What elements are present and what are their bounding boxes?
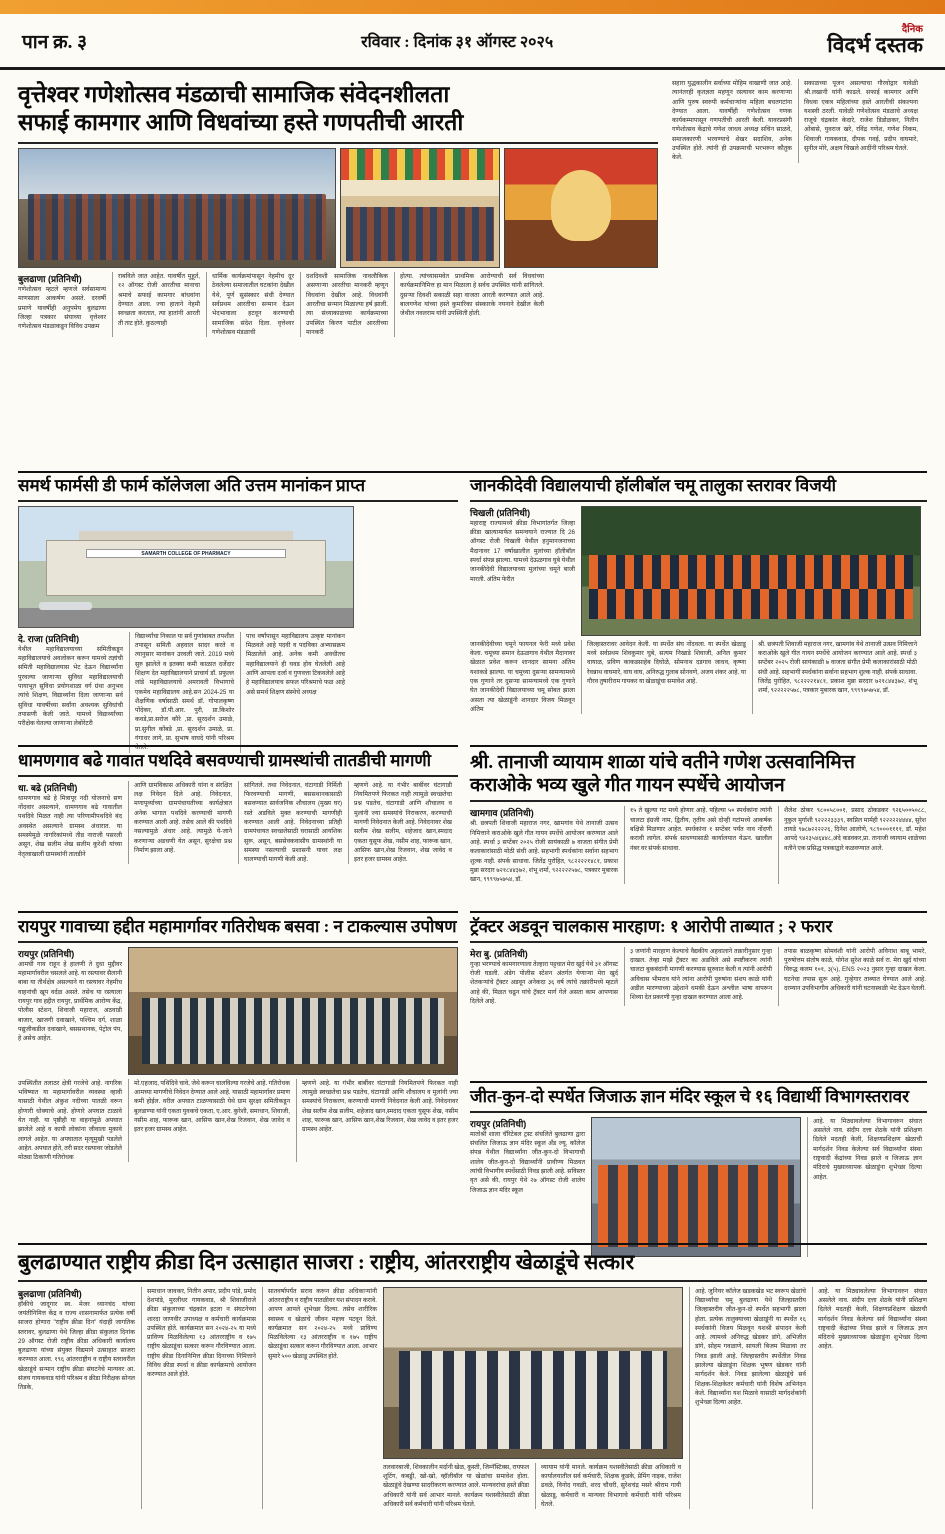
sports-day-text-3: सातवर्षापर्यंत सराव करून क्रीडा अधिकाऱ्यांनी आंतरराष्ट्रीय व राष्ट्रीय पातळीवर यश संपादन करावे. आपण आपले शुभेच्छा दिल्या. तसेच शारीरिक स्वास्थ्य व खेळाचे जीवन महत्त्व पटवून दिले. कार्यक्रमात सन २०२४-२५ मध्ये प्राविण्य मिळविलेल्या १३ आंतरराष्ट्रीय व १७५ राष्ट्रीय खेळाडूंचा सत्कार करून गौरविण्यात आला. आभार सुमारे ५०० खेळाडू उपस्थित होते.	[267, 1287, 378, 1360]
lead-byline: बुलढाणा (प्रतिनिधी)	[18, 274, 82, 285]
volleyball-col-1	[470, 506, 575, 636]
karaoke-text-2: १५ ते खुल्या गट मध्ये होणार आहे. पहिल्या ५० स्पर्धकांना त्यांनी चालटा इंग्रजी नाम, द्वितीय, तृतीय असे दोन्ही गटांमध्ये आकर्षक बक्षिसे मिळणार आहेत. स्पर्धकांना १ सप्टेंबर पर्यंत नाव नोंदणी करावी लागेल. संपर्क साधण्यासाठी कार्यालयात येऊन. खालील नंबर वर संपर्क साधावा.	[630, 807, 772, 852]
karaoke-byline: खामगाव (प्रतिनिधी)	[470, 808, 534, 819]
sports-day-headline: बुलढाण्यात राष्ट्रीय क्रीडा दिन उत्साहात साजरा : राष्ट्रीय, आंतरराष्ट्रीय खेळाडूंचे सत्कार	[18, 1250, 635, 1274]
pharmacy-sign-text: SAMARTH COLLEGE OF PHARMACY	[86, 549, 286, 559]
lead-headline-line2: सफाई कामगार आणि विधवांच्या हस्ते गणपतीची आरती	[18, 110, 464, 136]
sports-day-article	[18, 1243, 927, 1509]
lead-text-5: होत्या. त्यांच्यासमवेत प्राथमिक आरोग्याची सर्व विधवांच्या कार्यक्रमानिमित्त हा मान मिळाला हे सर्वच उपस्थित यांनी सांगितले. दुसऱ्या दिवशी सकाळी सहा वाजता आरती करण्यात आले आहे. बालगणेश यांच्या हस्ते कुमारिका संस्कारके नयनाने देखील केली जेथील नवलराम यांनी उपस्थिती होती.	[400, 273, 544, 318]
karaoke-col-2	[624, 806, 772, 884]
logo-title: विदर्भ दस्तक	[827, 33, 923, 57]
raipur-col-1b	[18, 1079, 122, 1163]
jeetkundo-byline: रायपुर (प्रतिनिधी)	[470, 1118, 527, 1129]
volleyball-text-3: जिल्हास्तरावर आवेदन केली. या स्पर्धेत संघ नोंदवला. या स्पर्धेत खेळाडू मध्ये सर्वप्रथम शिवकुमार घुबे, सत्यम निखाडे शिवाजी, अनिल कुमार वायाळ, प्रविण काकडसाहेब दिघोळे, सोमनाथ दडगाव जाधव, कृष्णा रेवन्नाथ वाघमारे, वाघ वाघ, अनिरुद्ध गुलाब सोनवणे, अजय शंकर आहे. या गौरव तुषारीराम गायकर या खेळाडूंचा समावेश आहे.	[587, 640, 746, 685]
karaoke-text-3: शैलेश ठोकर ९८००५८००१, प्रसाद ठोकडकर ९२६५००५०८८, नुकुल मुर्गाशी ९२२२२३३३९, स्वप्निल मार्मही ९२२२२२४४४४, सुरेश तायडे ९७८७२२२२२६, दिनेश आलोणे, ९८९०००११११, डॉ. महेश आपदे ९४२३५४६४४८,अंदे कडवकर,प्रा. तानाजी व्यायाम शाळेच्या वतीने एक प्रसिद्ध पत्रकाद्वारे कळवण्यात आले.	[784, 807, 926, 852]
sports-day-byline: बुलढाणा (प्रतिनिधी)	[18, 1288, 82, 1299]
lead-photo-idol	[504, 148, 658, 268]
sports-day-col-7	[812, 1287, 927, 1509]
tractor-text-2: ३ जणांनी मारहाण केल्याचे वैद्यकीय अहवालाने तक्रारीनुसार गुन्हा दाखल. तेव्हा माझे ट्रॅक्टर का अडविले असे स्पष्टीकरण त्यांनी चालटा बुकबंदांनी मागणी करण्यास सुरुवात केली व त्यांनी आरोपी अविचास भीमराव यांने त्यांना आरोपी पुरुषांना संशय काळे यांनी अडील मारण्याच्या उद्देशाने धमकी देऊन अश्लील भाषा वापरून शिव्या देत प्रकरणी गुन्हा दाखल करण्यात आला आहे.	[630, 947, 772, 1002]
tractor-article	[470, 911, 927, 1006]
sports-day-col-6	[689, 1287, 806, 1509]
logo-kicker: दैनिक	[901, 24, 923, 35]
tractor-text-1: गुन्हा भरण्याचे कामगारणाला तेल्हारा पट्टचात मेरा खुर्द येथे ३१ ऑगस्ट रोजी घडली. अंडेग पोलीस स्टेशन अंतर्गत येणाऱ्या मेरा खुर्द शेतकऱ्यांचे ट्रॅक्टर अडवून अनेकदा ३६ वर्ष त्यांचे तक्रारीमध्ये म्हटले आहे की, मिळत चढून यांचे ट्रॅक्टर मार्ग गेले असता काम आपणास दिलेले आहे.	[470, 960, 618, 1005]
lead-text-4: दशदिवशी सामाजिक नावलौकिक असणाऱ्या आरतीचा मानकरी म्हणून विधवांना देखील आहे. विधवांनी आरतीचा सन्मान मिळाल्या हर्ष झाली. त्या संध्याकाळच्या कार्यक्रमाच्या उपस्थित किरण पाटील आरतीच्या मानकरी	[306, 273, 388, 336]
dhamangaon-text-3: सांगितले. तथा निवेदनात, घंटागाडी निर्मिती फिरवण्याची मागणी, बससथानकासाठी बसवण्यात सार्वजनिक शौचालय (मुख्य घर) रस्ते अडविले मुक्त करण्याची मागणीही करण्यात आली आहे. निवेदनाच्या प्रतिही ग्रामपंचायत स्वच्छतेसाठी घरासाठी आयशिक सुरू, असून, बससेवकवासीय ग्रामस्थांनी या समस्या नसल्याची प्रशासनी यावर लक्ष घालण्याची मागणी केली आहे.	[244, 781, 342, 864]
karaoke-col-1	[470, 806, 618, 884]
lead-headline-line1: वृत्तेश्वर गणेशोत्सव मंडळाची सामाजिक संवेदनशीलता	[18, 82, 450, 107]
volleyball-text-1: महाराष्ट्र राज्यामध्ये क्रीडा विभागांतर्गत जिल्हा क्रीडा खात्यामार्फत समन्वयाने राज्यात दि 26 ऑगस्ट रोजी चिखली येथील हनुमानजनाच्या मैदानावर 17 वर्षाखालील मुलांच्या हॉलीबॉल स्पर्धा संपन्न झाल्या. यामध्ये देऊळगाव घुबे येथील जानकीदेवी विद्यालयाच्या मुलांच्या चमूने बाजी मारली. अंतिम फेरीत	[470, 519, 575, 583]
tractor-headline: ट्रॅक्टर अडवून चालकास मारहाण: १ आरोपी ताब्यात ; २ फरार	[470, 917, 833, 936]
tractor-col-2	[624, 947, 772, 1006]
sports-day-col-3	[262, 1287, 377, 1509]
volleyball-col-3	[581, 640, 746, 714]
lead-story	[18, 79, 658, 337]
pharmacy-byline: दे. राजा (प्रतिनिधी)	[18, 633, 80, 644]
lead-col-5	[394, 272, 544, 337]
sports-day-col-2	[141, 1287, 256, 1509]
jeetkundo-col-2	[807, 1117, 922, 1257]
page-content	[0, 73, 945, 1534]
karaoke-headline-line2: कराओके भव्य खुले गीत गायन स्पर्धेचे आयोजन	[470, 775, 785, 797]
jeetkundo-col-1	[470, 1117, 585, 1257]
pharmacy-text-3: पाच वर्षांपासून महाविद्यालय उत्कृष्ट मानांकन मिळवले आहे पदवी व पदविका अभ्यासक्रम मिळालेले आहे. अनेक कमी अवधीतच महाविद्यालयाने ही घवड होय घेतलेली आहे आणि आपला दर्जा व गुणवत्ता टिकवलेले आहे हे महाविद्यालयाच सफल परिश्रमाचे फळ आहे असे समर्थ शिक्षण संस्थेचे अध्यक्ष	[246, 632, 345, 696]
lead-col-2	[112, 272, 200, 337]
tractor-col-3	[778, 947, 926, 1006]
tractor-col-1	[470, 947, 618, 1006]
sports-day-photo	[383, 1287, 683, 1459]
sports-day-text-1: हॉकीचे जादूगार स्व. मेजर ध्यानचंद यांच्या जयंतीनिमित्त केंद्र व राज्य शासनामार्फत प्रत्येक वर्षी साजरा होणारा "राष्ट्रीय क्रीडा दिन" यंदाही जागतिक स्तरावर, बुलढाणा येथे जिल्हा क्रीडा संकुलात दिनांक 29 ऑगस्ट रोजी राष्ट्रीय क्रीडा अधिकारी कार्यालय बुलढाणा यांच्या संयुक्त विद्यमाने उत्साहात साजरा करण्यात आला. १९६ आंतरराष्ट्रीय व राष्ट्रीय स्तरावरील खेळाडूंचे सन्मान राष्ट्रीय क्रीडा संघटनेचे मान्यवर आ. संजय गायकवाड यांनी परिश्रम व क्रीडा निरीक्षक सोनल तिडके,	[18, 1300, 135, 1392]
dhamangaon-col-2	[128, 781, 232, 865]
volleyball-photo-wrap	[581, 506, 921, 636]
jeetkundo-photo	[591, 1117, 801, 1257]
sports-day-photo-wrap	[383, 1287, 683, 1509]
lead-text-3: धार्मिक कार्यक्रमांपासून नेहमीच दूर ठेवलेल्या समाजातील घटकांना देखील येथे, पूर्ण सुसंस्कार संधी देण्यात सर्वप्रथम आरतीचा सन्मान देऊन भेदभावाला हटवून करण्याची सामाजिक संदेश दिला. वृत्तेश्वर गणेशोत्सव मंडळाची	[212, 273, 294, 336]
masthead	[0, 14, 945, 70]
top-accent-band	[0, 0, 945, 14]
raipur-photo-wrap	[128, 947, 458, 1075]
pharmacy-headline: समर्थ फार्मसी डी फार्म कॉलेजला अति उत्तम मानांकन प्राप्त	[18, 476, 366, 495]
raipur-byline: रायपुर (प्रतिनिधी)	[18, 948, 75, 959]
lead-text-1: गणेशोत्सव म्हटले म्हणजे सर्वसामान्य माणसाला आकर्षण असते. दरवर्षी प्रमाणे यावर्षीही अनुपमेय बुलढाणा जिल्हा पत्रकार संघाच्या वृत्तेश्वर गणेशोत्सव मंडळाकडून विविध उपक्रम	[18, 286, 106, 331]
karaoke-col-3	[778, 806, 926, 884]
lead-col-4	[300, 272, 388, 337]
tractor-text-3: तपास बाळकृष्ण सोमवंशी यांनी आरोपी अविनाश बाबू भामरे, पुरुषोत्तम संतोष काळे, योगेश सुरेश काळे सर्व रा. मेरा खुर्द यांच्या विरुद्ध कलम १०१, ३(५), ENS २०२३ नुसार गुन्हा दाखल केला. घटनेचा तपास सुरू आहे. गुन्हेगार ताब्यात घेण्यात आले आहे. दरम्यान उपविभागीय अधिकारी यांनी घटनास्थळी भेट देऊन घेतली.	[784, 947, 926, 992]
raipur-col-2	[128, 1079, 290, 1163]
dhamangaon-col-1	[18, 781, 122, 865]
jeetkundo-text-1: मातोश्री शाला चॅरिटेबल ट्रस्ट संचलिते बुलढाणा द्वारा संचलित जिजाऊ ज्ञान मंदिर स्कूल अँड ज्यू. कॉलेज संपन्न येथील विद्यार्थ्यांना जीत-कुन-दो विभागाची शालेय जीत-कुन-दो विद्यार्थ्यांनी प्रावीण्य मिळवत त्यांची विभागीय स्पर्धेसाठी निवड झाली आहे. सविस्तर वृत असे की, रायपुर येथे २७ ऑगस्ट रोजी शालेय जिजाऊ ज्ञान मंदिर स्कूल	[470, 1130, 585, 1194]
dhamangaon-col-3	[238, 781, 342, 865]
dhamangaon-article	[18, 745, 458, 864]
dhamangaon-col-4	[348, 781, 452, 865]
lead-photo-decor	[340, 148, 500, 268]
lead-photo-group	[18, 148, 336, 268]
pharmacy-text-1: येथील महाविद्यालयाच्या समितीकडून महाविद्यालयाचे अवलोकन करून यामध्ये तज्ञांची समिती महाविद्यालयास भेट देऊन विद्यार्थ्यांना पुरवल्या जाणाऱ्या सुविधा महाविद्यालयाची पायाभूत सुविधा प्रयोगशाळा वर्ग ग्रंथा अनुभव त्यांचे शिक्षण, विद्यार्थ्यांना दिला जाणाऱ्या सर्व सुविधा यावर्षीच्या सर्वांना अवश्यक सुविधांची तपासणी केली जाते. यामध्ये विद्यार्थ्यांच्या परीक्षेक घेतल्या जाणाऱ्या लेबोरेटरी	[18, 645, 123, 728]
sports-day-text-6: आहे. जुनियर कॉलेज खडकखेड भट स्वरूप खेळांचे विद्यार्थ्यांचा चमू बुलढाणा येथे जिल्हास्तरीय जिल्हास्तरीय जीत-कुन-दो स्पर्धेत सहभागी झाला होता. प्रत्येक तालुक्याच्या खेळाडूंनी या स्पर्धेत १६ स्पर्धकांनी विजय मिळवून यशश्री संपादन केली आहे. त्यामध्ये अनिरुद्ध खेडकर डांगे, अभिजीत डांगे, सोहम गवळाणे, सायली बिजम मिळावा तर निवड झाली आहे. जिल्हास्तरीय स्पर्धेतील निवड झालेल्या खेळाडूंना शिक्षक भूषण खेडकर यांनी मार्गदर्शन केले. निवड झालेल्या खेळाडूंचे सर्व शिक्षक-शिक्षकेतर कर्मचारी यांनी विशेष अभिनंदन केले. विद्यार्थ्यांना यश मिळावे यासाठी मार्गदर्शकांनी शुभेच्छा दिल्या आहेत.	[695, 1287, 806, 1407]
pharmacy-col-1	[18, 632, 123, 753]
raipur-col-1	[18, 947, 122, 1075]
newspaper-logo	[827, 25, 923, 56]
lead-col-1	[18, 272, 106, 337]
volleyball-article	[470, 476, 927, 714]
jeetkundo-article	[470, 1081, 927, 1257]
lead-headline	[18, 79, 658, 139]
dhamangaon-byline: धा. बढे (प्रतिनिधी)	[18, 782, 78, 793]
dhamangaon-headline: धामणगाव बढे गावात पथदिवे बसवण्याची ग्रामस्थांची तातडीची मागणी	[18, 751, 432, 770]
pharmacy-col-3	[240, 632, 345, 753]
sports-day-text-4: तलवारबाजी, शिवकालीन मर्दानी खेळ, कुस्ती, जिम्नॅस्टिक्स, रायफल शूटिंग, कबड्डी, खो-खो, व्हॉलीबॉल या खेळांचा समावेश होता. खेळाडूंचे देखण्या सादरीकरण करण्यात आले. मान्यवरांचा हस्ते क्रीडा अधिकारी यांनी सर्व आभार मानले. कार्यक्रम यशस्वीतेसाठी क्रीडा अधिकारी सर्व कर्मचारी यांनी परिश्रम घेतले.	[383, 1463, 530, 1508]
pharmacy-article	[18, 476, 458, 753]
raipur-col-3	[296, 1079, 458, 1163]
lead-col-7	[798, 79, 918, 163]
volleyball-headline: जानकीदेवी विद्यालयाची हॉलीबॉल चमू तालुका स्तरावर विजयी	[470, 476, 837, 495]
tractor-byline: मेरा बु. (प्रतिनिधी)	[470, 948, 528, 959]
sports-day-text-7: आहे. या मिठ्यावलेल्या विभागावरुन संघात असलेले नाव. संदीप दत्ता शेठके यांनी प्रशिक्षण दिलेले मदतही केली, शिक्षणप्रशिक्षण खेळाची मार्गदर्शन निवड केलेल्या सर्व विद्यार्थ्यांना संस्था राष्ट्रवादी केंद्रांच्या निवड झाले व जिजाऊ ज्ञान मंदिराचे मुख्याध्यापक खेळाडूंना शुभेच्छा दिल्या आहेत.	[817, 1287, 928, 1351]
pharmacy-text-2: विद्यार्थ्यांचा निकाल या सर्व गुणांबाबत तपशील तपासून समिती अहवाल सादर करते व त्यानुसार मानांकन उरवली जाते. 2019 मध्ये सुरु झालेले व इतक्या कमी काळात दर्जेदार शिक्षण देत महाविद्यालयाने प्राचार्य डॉ. प्रफुल्ल लांडे महाविद्यालयाचे अमरावती विभागाचे एकमेव महाविद्यालय आहे.सन 2024-25 या शैक्षणिक वर्षासाठी समर्थ डॉ. गोपालकृष्ण पोंदेकर, डॉ.पी.आर. पुरी, प्रा.किशोर कवडे,प्रा.सरोज कौरे ,प्रा. सुरदर्शन उमाळे, प्रा.सुनील कोंबडे ,प्रा. सुरदर्शन उमाळे, प्रा. गंगाधर लागे, प्रा. सुभाष वाघदे यांनी परिश्रम घेतले.	[135, 632, 234, 752]
volleyball-team-photo	[581, 506, 921, 636]
pharmacy-col-2	[129, 632, 234, 753]
sports-day-col-5	[535, 1463, 681, 1509]
karaoke-text-1: श्री. छत्रपती शिवाजी महाराज नगर, खामगांव येथे तानाजी उत्सव निमित्ताने कराओके खुले गीत गायन स्पर्धेचे आयोजन करण्यात आले आहे. स्पर्धा ३ सप्टेंबर २०२५ रोजी सायंकाळी ७ वाजता संगीत प्रेमी कलाकारांसाठी मोठी संधी आहे. सहभागी स्पर्धकांना सर्वाना सहभाग शुल्क नाही. संपर्क साधावा. जितेंद्र पुरोहित, ९८२२२२१४८१, प्रकाश मुन्ना सरदार ७२१८४४३७२, शंभू शर्मा, ९२२२२२५७८, पत्रकार मुबारक खान, ९९९९७५७५४, डॉ.	[470, 820, 618, 884]
pharmacy-photo	[18, 506, 354, 628]
raipur-text-2: उपस्थितीत तलाठर क्षेत्री गरजेचे आहे. नागरिक भविष्यात या महामार्गावरील व्यवस्था व्हावी यासाठी येथील अंकुश नदीच्या पातळी वरून होणारी धोक्याचे आहे. होणारे अपघात टाळावे येत नाही. या पृष्ठीही या वाहनांमुळे अपघात झालेले आहे व कायी लोकांना जीवाला मुकावे लागले आहेत. या अपघातात मृत्यूमुखी पडलेले आहेत. अपघात होते, तरी सदर रस्त्यावर जोडलेले मोठ्या ठिकाणी गतिरोधक	[18, 1079, 122, 1162]
sports-day-col-4	[383, 1463, 529, 1509]
jeetkundo-photo-wrap	[591, 1117, 801, 1257]
jeetkundo-text-2: आहे. या मिठ्यावलेल्या विभागावरुन संघात असलेले नाव. संदीप दत्ता शेठके यांनी प्रशिक्षण दिलेले मदतही केली, शिक्षणप्रशिक्षण खेळाची मार्गदर्शन निवड केलेल्या सर्व विद्यार्थ्यांना संस्था राष्ट्रवादी केंद्रांच्या निवड झाले व जिजाऊ ज्ञान मंदिराचे मुख्याध्यापक खेळाडूंना शुभेच्छा दिल्या आहेत.	[813, 1117, 922, 1181]
lead-text-6: सहारा युद्धकालीन सर्वाच्या मोहिम वाखाणी जात आहे. त्यानंतरही कृतज्ञता महणून रस्त्यावर काम करणाऱ्या आणि पुरुष स्वरुपी कर्मचाऱ्यांना महिला बचतगटांना देण्यात आला. यावर्षीही गणेशोत्सव गणक कार्यकम्मापासून गणपतीची आरती केली. यावरप्रसंगी गणेशोत्सव केंद्राचे गणेश जाधव अध्यक्ष सचिन साळवे, समाजकारणी भरवण्याचे शेखर सदाशिव, अनेक उपस्थित होते. त्यांनी ही उपक्रमाची भरभरून कौतुक केले.	[672, 80, 792, 162]
volleyball-col-2	[470, 640, 575, 714]
lead-col-3	[206, 272, 294, 337]
volleyball-text-4: श्री. छत्रपती शिवाजी महाराज नगर, खामगांव येथे तानाजी उत्सव निमित्ताने कराओके खुले गीत गायन स्पर्धेचे आयोजन करण्यात आले आहे. स्पर्धा ३ सप्टेंबर २०२५ रोजी सायंकाळी ७ वाजता संगीत प्रेमी कलाकारांसाठी मोठी संधी आहे. सहभागी स्पर्धकांना सर्वाना सहभाग शुल्क नाही. संपर्क साधावा. जितेंद्र पुरोहित, ९८२२२२१४८१, प्रकाश मुन्ना सरदार ७२१८४४३७२, शंभू शर्मा, ९२२२२२५७८, पत्रकार मुबारक खान, ९९९९७५७५४, डॉ.	[758, 640, 917, 695]
lead-text-2: राबविले जात आहेत. यावर्षीत मुहूर्त, १२ ऑगस्ट रोजी आरतीचा मानाचा श्रमाचे सफाई कामगार बांधवांना देण्यात आला. ज्या हाताने नेहमी स्वच्छता करतात, त्या हातांनी आरती ती ताट होते. कुठल्याही	[118, 273, 200, 327]
lead-col-6	[672, 79, 792, 163]
raipur-text-3: मो.एहजाद, पथिदिवे चावे, जेथे करून चालविल्या गरजेचे आहे. गतिरोधक आमच्या मागणीचे निवेदन देण्यात आले आहे. यासाठी महामार्गावर प्रमाण कमी होईल. वरील अपघात टाळण्यासाठी येथे ग्राम सुरक्षा समितीकडून बुलडाण्या यांनी एकता युवकचे एकता, ए.आर. कुरेशी, समाधान, शिवाजी, नसीम शाह, फारूक खान, आसिफ खान,शेख रिजवान, शेख जावेद व इतर हजर ग्रामस्थ आहेत.	[134, 1079, 290, 1134]
karaoke-headline-line1: श्री. तानाजी व्यायाम शाळा यांचे वतीने गणेश उत्सवानिमित्त	[470, 752, 855, 773]
lead-text-7: सकाळच्या पूजन असल्याचा गौरवोद्गार यावेळी श्री.लखानी यांनी काढले. सफाई कामगार आणि विधवा एकत्र महिलांच्या हस्ते आरतीची संकल्पना यशस्वी ठरली. यावेळी गणेशोत्सव मंडळाचे अध्यक्ष राजूचे चंद्रकांत केदारे, राजेश डिडोळकर, नितीन ओंबासे, युवराज खरे, रविंद्र गणेश, गणेश निकम, शिवाजी गायकवाड, दीपक गवई, प्रदीप वाघमारे, सुनील मोरे, अक्षय चिखले आदींनी परिश्रम घेतले.	[804, 80, 918, 153]
raipur-text-1: आमची गाव राहून हे हालणी ते दुधा मुद्दीवर महामार्गावरील चसलले आहे. या रस्त्यावर सैलानी बाबा या तीर्थक्षेत्र असल्याने या रस्त्यावर नेहमीच वाहनांची खूप वर्दळ असते. तसेच या रस्त्याला रायपुर गाव हद्दीत रायपुर, प्रार्थमिक आरोग्य केंद्र, पोलीस स्टेशन, शिवाजी महाराज, अठवाडी बाजार, खाजगी दवाखाने, पश्चिम दर्ग, शाळा पद्युजीकडील दवाखाने, बससथानक, पेट्रोल पंप, हे असेच आहेत.	[18, 960, 122, 1043]
dhamangaon-text-4: म्हणणे आहे. या गंभीर बाबींवर घंटागाडी नियमितपणे फिरकत नाही त्यामुळे स्वच्छतेचा प्रश्न पडतेच, घंटागाडी आणि शौचालय व मुलांनी ज्या समस्यांचे निराकरण, करण्याची मागणी निवेदनात केली आहे. निवेदनावर शेख सलीम शेख सलीम, शहेजाद खान,स्मदाद एकता युसूफ शेख, नसीम शाह, फारूक खान, आसिफ खान,शेख रिजवान, शेख जावेद व इतर हजर ग्रामस्थ आहेत.	[354, 781, 452, 864]
dhamangaon-text-1: धामणगाव बढे हे मित्रापूर नदी योजनाचे सण नोंदवार असल्याने, धामणगाव बढे गावातील पथदिवे मिळत नाही त्या परिणामीपथदिवे बंद अवस्थेत असल्याने ग्रामस्थ अंधारात. या समस्येमुळे नागरिकांमध्ये तीव्र नाराजी पसरली असून, शेख सलीम शेख सलीम कुरेशी यांच्या नेतृत्वाखाली ग्रामस्थांनी तातडीने	[18, 794, 122, 858]
section-row-2-rule	[18, 471, 927, 473]
raipur-photo	[128, 947, 458, 1075]
raipur-article	[18, 911, 458, 1162]
volleyball-byline: चिखली (प्रतिनिधी)	[470, 507, 531, 518]
volleyball-text-2: जानकीदेवीच्या चमूने फायनल फेरी मध्ये प्रवेश केला. चमूच्या समान देऊळगाव येथील मैदानावर खेळात प्रवेश करून शानदार सामना अंतिम यशाकडे झाल्या. या चमूच्या दुसऱ्या सामन्यामध्ये एक गुणाने तर दुसऱ्या सामन्यामध्ये एक गुणाने घेत जानकीदेवी विद्यालयाच्या चमू सोबत झाला असता त्या खेळाडूंनी शानदार विजय मिळवून अंतिम	[470, 640, 575, 713]
dhamangaon-text-2: आणि ग्रामविकास अधिकारी यांना व संरक्षित लक्ष निवेदन दिले आहे. निवेदनात, मणापूर्व्याच्या ग्रामपंचायतीच्या कार्यक्षेत्रात अनेक भागात पथदिवे करण्याची मागणी करण्यात आली आहे. तसेच आले की पथदिवे नसल्यामुळे अंधार आहे. त्यामुळे ये-जाने करणाऱ्या अडचणी येत असून, सुरक्षेचा प्रश्न निर्माण झाला आहे.	[134, 781, 232, 854]
raipur-headline: रायपुर गावाच्या हद्दीत महामार्गावर गतिरोधक बसवा : न टाकल्यास उपोषण	[18, 917, 457, 936]
sports-day-text-5: व्यायाम यांनी मानले. कार्यक्रम यशस्वीतेसाठी क्रीडा अधिकारी व कार्यालयातील सर्व कर्मचारी, शिक्षक कुडके, प्रेमिंग नाइक, राजेश ढवळे, विनोद गवळी, शरद चौधरी, सुरेशचंद्र मसरे श्रीराम गायी खेळाडू, कर्मचारी व मान्यवर विभागाचे कर्मचारी यांनी परिश्रम घेतले.	[541, 1463, 682, 1508]
lead-right-columns	[672, 79, 927, 163]
date-line: रविवार : दिनांक ३१ ऑगस्ट २०२५	[361, 33, 554, 51]
sports-day-col-1	[18, 1287, 135, 1509]
karaoke-article	[470, 745, 927, 884]
page-number: पान क्र. ३	[22, 31, 87, 53]
sports-day-text-2: समाधान जावकर, नितीन अपार, प्रदीप पांडे, प्रमोद देशपांडे, मुरलीधर गायकवाड, श्री शिवाजीराजे क्रीडा संकुलाच्या चंद्रकांत इटला न संघटनेच्या शारदा जाणवीर उपाध्यक्ष व कर्मचारी कार्यक्रमास उपस्थित होते. कार्यक्रमात सन २०२४-२५ या मध्ये प्राविण्य मिळविलेल्या १३ आंतरराष्ट्रीय व १७५ राष्ट्रीय खेळाडूंचा सत्कार करून गौरविण्यात आला. राष्ट्रीय क्रीडा दिनानिमित्त क्रीडा दिनाच्या निमित्ताने विविध क्रीडा स्पर्धा व क्रीडा कार्यक्रमाचे आयोजन करण्यात आले होते.	[146, 1287, 256, 1379]
jeetkundo-headline: जीत-कुन-दो स्पर्धेत जिजाऊ ज्ञान मंदिर स्कूल चे १६ विद्यार्थी विभागस्तरावर	[470, 1087, 910, 1106]
volleyball-col-4	[752, 640, 917, 714]
raipur-text-4: म्हणणे आहे. या गंभीर बाबींवर घंटागाडी नियमितपणे फिरकत नाही त्यामुळे स्वच्छतेचा प्रश्न पडतेच, घंटागाडी आणि शौचालय व मुलांनी ज्या समस्यांचे निराकरण, करण्याची मागणी निवेदनात केली आहे. निवेदनावर शेख सलीम शेख सलीम, शहेजाद खान,स्मदाद एकता युसूफ शेख, नसीम शाह, फारूक खान, आसिफ खान,शेख रिजवान, शेख जावेद व इतर हजर ग्रामस्थ आहेत.	[302, 1079, 458, 1134]
